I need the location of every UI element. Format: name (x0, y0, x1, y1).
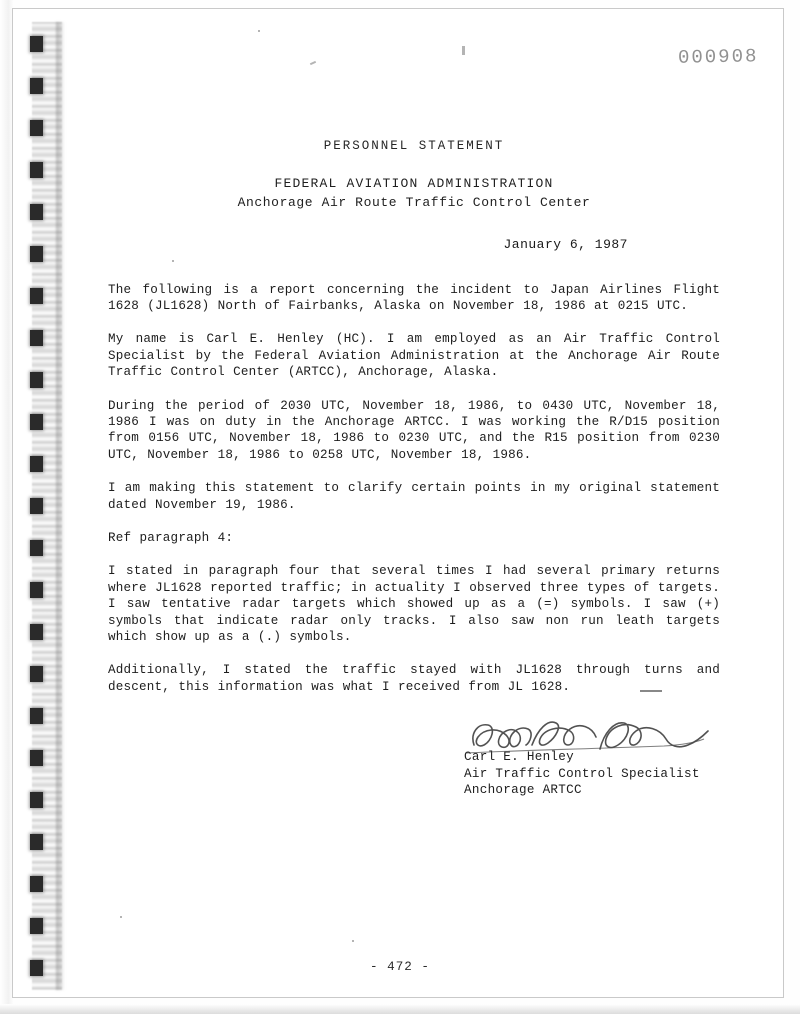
page-title: PERSONNEL STATEMENT (323, 139, 505, 153)
paragraph-1: The following is a report concerning the incident to Japan Airlines Flight 1628 (JL1628) North of Fairbanks, Alaska on November 18, 1986 at 0215 UTC. (108, 282, 720, 313)
signer-title: Air Traffic Control Specialist (464, 766, 700, 781)
stray-pen-mark (640, 690, 662, 692)
punch-hole (30, 624, 43, 640)
punch-hole (30, 36, 43, 52)
ref-paragraph-1: I stated in paragraph four that several times I had several primary returns where JL1628 reported traffic; in actuality I observed three types of targets. I saw tentative radar targets which showed up as a (=) symbols. I saw (+) symbols that indicate radar only tracks. I also saw non run leath targets which show up as a (.) symbols. (108, 564, 720, 644)
document-body (108, 140, 720, 798)
facility-name: Anchorage Air Route Traffic Control Center (237, 194, 591, 210)
page-number: - 472 - (370, 960, 430, 974)
punch-hole (30, 792, 43, 808)
binder-punch-strip (22, 22, 64, 990)
punch-hole (30, 246, 43, 262)
scan-speck (352, 940, 354, 942)
punch-hole (30, 666, 43, 682)
punch-hole (30, 540, 43, 556)
handwritten-signature (464, 715, 714, 759)
signer-name: Carl E. Henley (464, 750, 575, 765)
punch-hole (30, 162, 43, 178)
punch-hole (30, 582, 43, 598)
punch-hole (30, 120, 43, 136)
scan-edge-shadow (56, 22, 65, 990)
scan-speck (258, 30, 260, 32)
scan-edge-bottom (0, 1004, 800, 1014)
punch-hole (30, 918, 43, 934)
ref-label: Ref paragraph 4: (108, 530, 234, 545)
agency-name: FEDERAL AVIATION ADMINISTRATION (274, 175, 554, 191)
punch-hole (30, 414, 43, 430)
title-block (108, 140, 720, 209)
document-date: January 6, 1987 (503, 236, 628, 252)
punch-hole (30, 78, 43, 94)
punch-hole (30, 288, 43, 304)
punch-hole (30, 372, 43, 388)
punch-hole (30, 750, 43, 766)
paragraph-4: I am making this statement to clarify certain points in my original statement dated November 19, 1986. (108, 481, 720, 512)
ref-paragraph-2: Additionally, I stated the traffic stayed with JL1628 through turns and descent, this information was what I received from JL 1628. (108, 663, 720, 694)
paragraph-3: During the period of 2030 UTC, November 18, 1986, to 0430 UTC, November 18, 1986 I was on duty in the Anchorage ARTCC. I was working the R/D15 position from 0156 UTC, November 18, 1986 to 0230 UTC, and the R15 position from 0230 UTC, November 18, 1986 to 0258 UTC, November 18, 1986. (108, 398, 720, 462)
signer-org: Anchorage ARTCC (464, 783, 582, 798)
punch-hole (30, 834, 43, 850)
punch-hole (30, 204, 43, 220)
scan-speck (120, 916, 122, 918)
punch-hole (30, 456, 43, 472)
punch-hole (30, 876, 43, 892)
scan-speck (462, 46, 465, 55)
punch-hole (30, 330, 43, 346)
paragraph-2: My name is Carl E. Henley (HC). I am employed as an Air Traffic Control Specialist by the Federal Aviation Administration at the Anchorage Air Route Traffic Control Center (ARTCC), Anchorage, Alaska. (108, 332, 720, 380)
punch-hole (30, 708, 43, 724)
punch-hole (30, 498, 43, 514)
document-number-stamp: 000908 (677, 45, 759, 69)
signature-block (464, 749, 720, 798)
